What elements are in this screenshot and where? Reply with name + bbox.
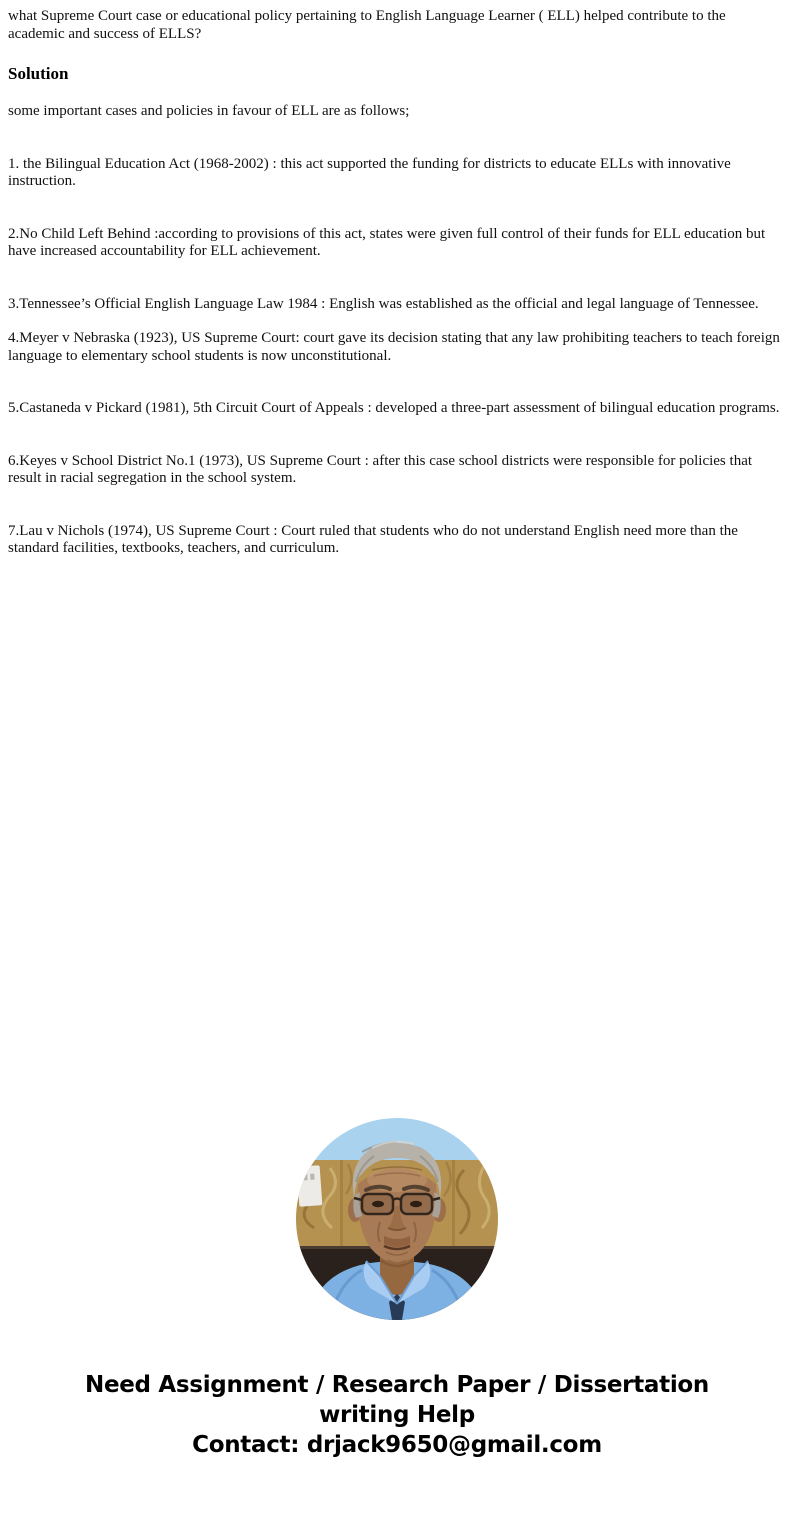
avatar [296, 1118, 498, 1320]
intro-text: some important cases and policies in favour of ELL are as follows; [8, 103, 410, 119]
portrait-photo-illustration [296, 1118, 498, 1320]
list-item-tennessee-english-law: 3.Tennessee’s Official English Language Law 1984 : English was established as the official and legal language of Tennessee. [8, 295, 759, 312]
footer-banner [8, 1370, 786, 1460]
list-item-meyer-v-nebraska: 4.Meyer v Nebraska (1923), US Supreme Court: court gave its decision stating that any law prohibiting teachers to teach foreign language to elementary school students is now unconstitutional. [8, 330, 780, 364]
footer-help-line1: Need Assignment / Research Paper / Dissertation [85, 1371, 709, 1398]
solution-heading: Solution [8, 64, 69, 83]
list-item-no-child-left-behind: 2.No Child Left Behind :according to provisions of this act, states were given full control of their funds for ELL education but have increased accountability for ELL achievement. [8, 225, 766, 259]
footer-help-line2: writing Help [319, 1401, 475, 1428]
case-list [8, 156, 786, 558]
list-item-keyes-v-school-district: 6.Keyes v School District No.1 (1973), US Supreme Court : after this case school districts were responsible for policies that result in racial segregation in the school system. [8, 452, 753, 486]
list-item-bilingual-education-act: 1. the Bilingual Education Act (1968-2002) : this act supported the funding for districts to educate ELLs with innovative instruction. [8, 155, 731, 189]
question-text: what Supreme Court case or educational policy pertaining to English Language Learner ( ELL) helped contribute to the academic and success of ELLS? [8, 8, 726, 42]
list-item-lau-v-nichols: 7.Lau v Nichols (1974), US Supreme Court : Court ruled that students who do not understand English need more than the standard facilities, textbooks, teachers, and curriculum. [8, 522, 738, 556]
footer-contact-email: Contact: drjack9650@gmail.com [192, 1431, 602, 1458]
list-item-castaneda-v-pickard: 5.Castaneda v Pickard (1981), 5th Circuit Court of Appeals : developed a three-part assessment of bilingual education programs. [8, 400, 780, 416]
